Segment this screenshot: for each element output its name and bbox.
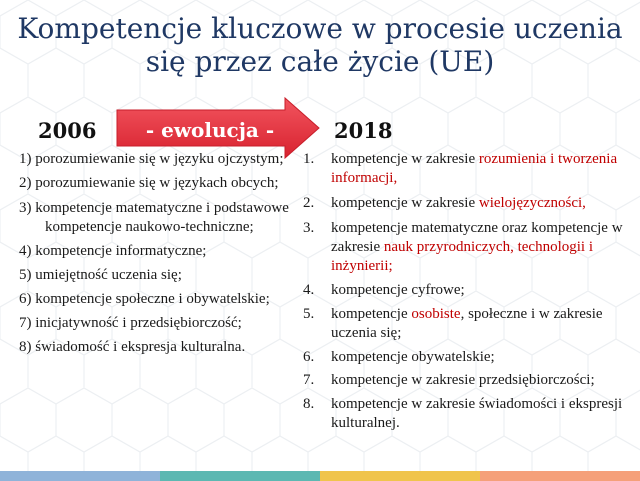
competence-2006-item: [19, 174, 301, 193]
competences-2018-list: [303, 150, 633, 433]
competence-2018-item: [303, 194, 633, 213]
competence-2018-item: [303, 395, 633, 433]
item-number: 7.: [303, 372, 315, 388]
item-text: kompetencje informatyczne;: [35, 243, 207, 259]
competence-2018-item: [303, 219, 633, 276]
item-number: 3.: [303, 220, 315, 236]
competence-2006-item: [19, 290, 301, 309]
item-text: porozumiewanie się w językach obcych;: [35, 175, 279, 191]
title-line-1: Kompetencje kluczowe w procesie uczenia: [17, 12, 623, 45]
item-text: porozumiewanie się w języku ojczystym;: [35, 151, 284, 167]
title-line-2: się przez całe życie (UE): [145, 45, 495, 78]
competence-2006-item: [19, 314, 301, 333]
item-text: inicjatywność i przedsiębiorczość;: [35, 315, 242, 331]
item-text: kompetencje w zakresie: [331, 195, 479, 211]
evolution-arrow-label: - ewolucja -: [145, 118, 275, 142]
color-bar-segment: [320, 471, 480, 481]
highlighted-text: rozumienia i tworzenia informacji,: [331, 151, 618, 186]
slide-title: [0, 12, 640, 78]
item-text: kompetencje matematyczne i podstawowe kompetencje naukowo-techniczne;: [35, 200, 289, 235]
competence-2018-item: [303, 150, 633, 188]
year-2006-heading: 2006: [38, 118, 97, 143]
item-text: świadomość i ekspresja kulturalna.: [35, 339, 246, 355]
item-text: kompetencje w zakresie świadomości i ekspresji kulturalnej.: [331, 396, 623, 431]
item-number: 2): [19, 175, 32, 191]
item-text: , społeczne i w zakresie uczenia się;: [331, 306, 603, 341]
item-text: kompetencje cyfrowe;: [331, 282, 465, 298]
highlighted-text: osobiste: [411, 306, 461, 322]
year-2018-heading: 2018: [334, 118, 393, 143]
competence-2018-item: [303, 348, 633, 367]
item-number: 1.: [303, 151, 315, 167]
item-number: 2.: [303, 195, 315, 211]
item-number: 4.: [303, 282, 315, 298]
competence-2006-item: [19, 338, 301, 357]
item-text: kompetencje: [331, 306, 412, 322]
color-bar-segment: [160, 471, 320, 481]
item-number: 3): [19, 200, 32, 216]
item-number: 6): [19, 291, 32, 307]
color-bar-segment: [0, 471, 160, 481]
item-text: kompetencje w zakresie przedsiębiorczości;: [331, 372, 595, 388]
bottom-color-bar: [0, 471, 640, 481]
item-text: umiejętność uczenia się;: [35, 267, 182, 283]
item-number: 8.: [303, 396, 315, 412]
competences-2006-list: [19, 150, 301, 357]
competence-2018-item: [303, 305, 633, 343]
color-bar-segment: [480, 471, 640, 481]
highlighted-text: wielojęzyczności,: [478, 195, 586, 211]
competence-2006-item: [19, 266, 301, 285]
competence-2018-item: [303, 371, 633, 390]
item-text: kompetencje społeczne i obywatelskie;: [35, 291, 270, 307]
item-number: 6.: [303, 349, 315, 365]
item-number: 8): [19, 339, 32, 355]
item-text: kompetencje matematyczne oraz kompetencje w zakresie: [331, 220, 623, 255]
item-text: kompetencje obywatelskie;: [331, 349, 495, 365]
competence-2006-item: [19, 150, 301, 169]
competence-2018-item: [303, 281, 633, 300]
highlighted-text: nauk przyrodniczych, technologii i inżynierii;: [331, 239, 593, 274]
item-number: 5.: [303, 306, 315, 322]
item-number: 4): [19, 243, 32, 259]
item-number: 5): [19, 267, 32, 283]
competence-2006-item: [19, 199, 301, 237]
item-text: kompetencje w zakresie: [331, 151, 479, 167]
item-number: 1): [19, 151, 32, 167]
item-number: 7): [19, 315, 32, 331]
competence-2006-item: [19, 242, 301, 261]
